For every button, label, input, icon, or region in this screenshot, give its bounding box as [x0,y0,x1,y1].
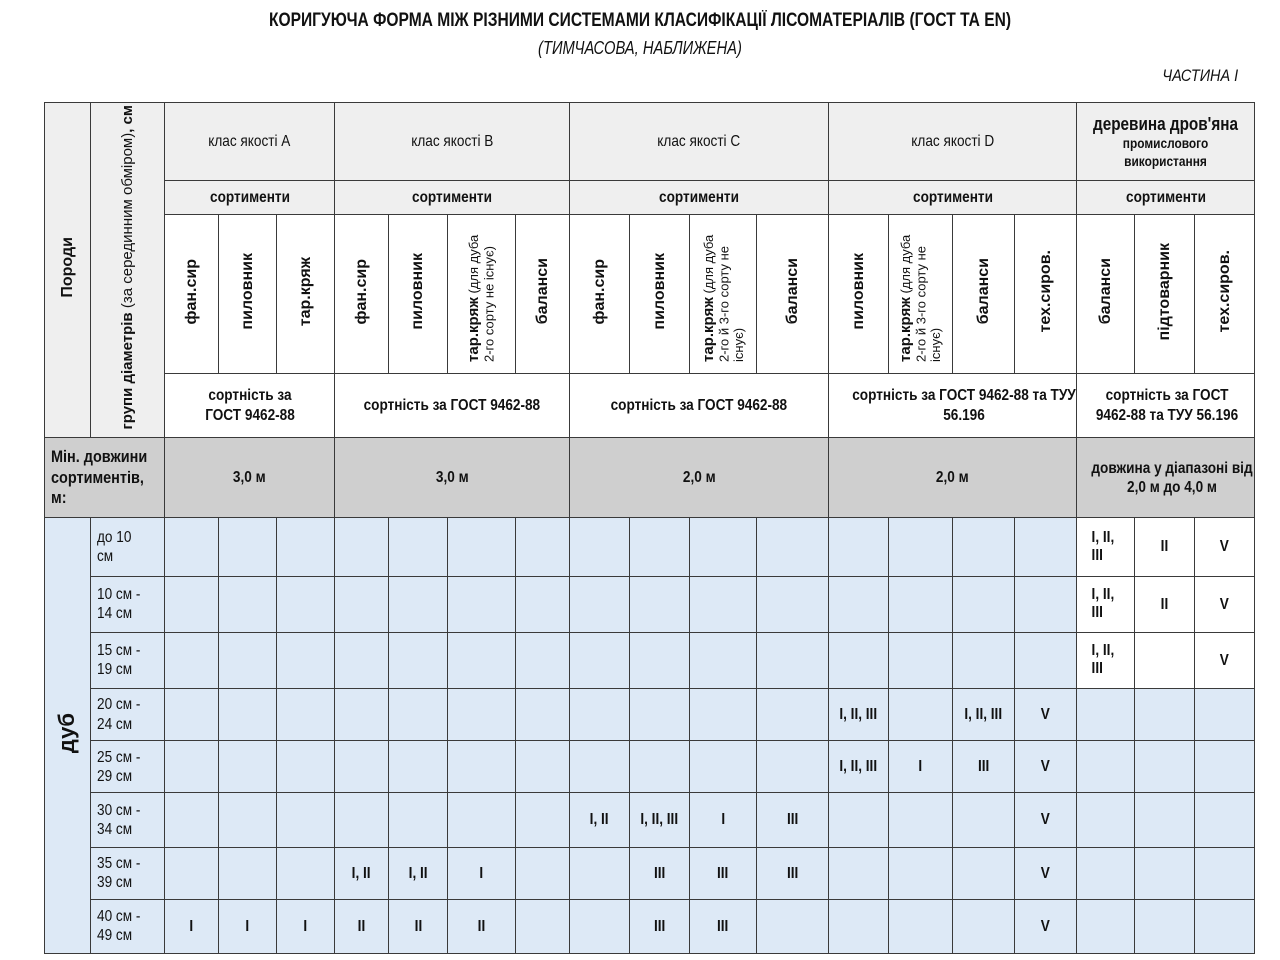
diameter-range: 35 см - 39 см [91,847,165,899]
diameter-range: 40 см - 49 см [91,899,165,953]
table-cell [165,847,219,899]
table-row [45,899,1255,953]
species-header: Породи [45,103,91,438]
diameter-range: 20 см - 24 см [91,689,165,741]
table-cell [448,741,516,793]
table-cell [335,689,389,741]
table-cell [630,518,690,576]
table-cell [516,847,570,899]
table-cell [829,632,889,688]
min-length-label: Мін. довжини сортиментів, м: [45,438,165,518]
diameter-range: 25 см - 29 см [91,741,165,793]
species-cell: дуб [45,518,91,954]
table-cell: I [165,899,219,953]
table-cell [630,741,690,793]
page-subtitle: (ТИМЧАСОВА, НАБЛИЖЕНА) [538,38,742,58]
table-cell [1015,576,1077,632]
table-cell [889,847,953,899]
col-d-tech: тех.сиров. [1015,215,1077,374]
table-cell [889,899,953,953]
table-cell: V [1015,689,1077,741]
col-c-pil: пиловник [630,215,690,374]
assortments-b: сортименти [335,181,570,215]
table-cell: I, II, III [1077,632,1135,688]
table-cell [570,576,630,632]
col-b-tar: тар.кряж (для дуба 2-го сорту не існує) [448,215,516,374]
class-a-header: клас якості A [165,103,335,181]
table-cell [1195,741,1255,793]
table-cell [389,793,448,847]
table-cell [889,793,953,847]
table-cell [1077,793,1135,847]
table-cell: V [1195,576,1255,632]
table-cell [757,741,829,793]
table-cell [953,632,1015,688]
table-cell [1135,847,1195,899]
table-cell [165,632,219,688]
class-d-header: клас якості D [829,103,1077,181]
table-row [45,689,1255,741]
grade-b: сортність за ГОСТ 9462-88 [335,373,570,437]
table-cell [1077,899,1135,953]
table-cell [829,899,889,953]
table-cell: I, II [335,847,389,899]
table-cell: II [335,899,389,953]
col-d-tar: тар.кряж (для дуба 2-го й 3-го сорту не існує) [889,215,953,374]
table-cell [389,741,448,793]
page-title: КОРИГУЮЧА ФОРМА МІЖ РІЗНИМИ СИСТЕМАМИ КЛАСИФІКАЦІЇ ЛІСОМАТЕРІАЛІВ (ГОСТ ТА EN) [268,10,1012,31]
table-cell [757,518,829,576]
part-label: ЧАСТИНА І [1162,66,1238,85]
table-cell: I, II, III [1077,576,1135,632]
table-cell [953,518,1015,576]
table-row [45,576,1255,632]
table-cell: V [1015,741,1077,793]
table-cell [1135,632,1195,688]
table-cell [165,741,219,793]
table-cell [516,741,570,793]
table-cell [219,689,277,741]
table-row [45,632,1255,688]
table-cell [219,847,277,899]
table-cell [165,793,219,847]
table-cell [1195,793,1255,847]
table-cell [448,576,516,632]
table-cell: I [219,899,277,953]
grade-d: сортність за ГОСТ 9462-88 та ТУУ 56.196 [829,373,1077,437]
table-cell [165,576,219,632]
table-cell: III [757,793,829,847]
table-cell [219,793,277,847]
col-d-pil: пиловник [829,215,889,374]
table-cell [219,518,277,576]
table-cell [889,518,953,576]
col-c-bal: баланси [757,215,829,374]
table-cell [1135,793,1195,847]
table-cell [690,518,757,576]
classification-table [44,102,1255,954]
class-b-header: клас якості B [335,103,570,181]
col-b-pil: пиловник [389,215,448,374]
table-cell: III [953,741,1015,793]
col-a-fan: фан.сир [165,215,219,374]
table-row [45,518,1255,576]
table-cell: I [690,793,757,847]
col-e-bal: баланси [1077,215,1135,374]
table-cell [516,689,570,741]
diameter-range: 15 см - 19 см [91,632,165,688]
table-cell: I, II [389,847,448,899]
table-cell [219,576,277,632]
min-length-e: довжина у діапазоні від 2,0 м до 4,0 м [1077,438,1255,518]
table-cell [1077,689,1135,741]
table-cell [335,632,389,688]
diameter-range: до 10 см [91,518,165,576]
min-length-b: 3,0 м [335,438,570,518]
table-cell [448,518,516,576]
table-cell: I, II, III [1077,518,1135,576]
table-cell [1077,741,1135,793]
table-cell: I, II, III [630,793,690,847]
col-d-bal: баланси [953,215,1015,374]
table-row [45,847,1255,899]
table-cell [1015,518,1077,576]
table-cell [690,632,757,688]
table-cell [889,576,953,632]
table-cell: III [690,847,757,899]
table-cell: V [1195,518,1255,576]
table-cell: V [1195,632,1255,688]
table-cell [570,741,630,793]
table-cell [757,689,829,741]
table-cell [335,793,389,847]
table-cell [277,741,335,793]
assortments-a: сортименти [165,181,335,215]
table-cell [690,689,757,741]
col-b-fan: фан.сир [335,215,389,374]
table-cell [570,689,630,741]
col-a-tar: тар.кряж [277,215,335,374]
table-cell: III [690,899,757,953]
table-cell [953,847,1015,899]
table-cell [165,518,219,576]
table-cell [1195,689,1255,741]
table-cell [570,847,630,899]
table-cell: I, II, III [829,741,889,793]
table-cell [1135,899,1195,953]
table-cell [516,576,570,632]
table-cell: I, II [570,793,630,847]
table-cell [277,518,335,576]
table-cell [516,899,570,953]
table-cell [953,576,1015,632]
table-cell: I [277,899,335,953]
table-cell [570,632,630,688]
table-cell [165,689,219,741]
table-cell: V [1015,793,1077,847]
table-cell [335,576,389,632]
table-cell [1077,847,1135,899]
table-cell [335,518,389,576]
table-cell [757,899,829,953]
col-b-bal: баланси [516,215,570,374]
table-cell [219,741,277,793]
table-cell [219,632,277,688]
table-cell [690,576,757,632]
table-row [45,793,1255,847]
table-cell [630,689,690,741]
table-cell [953,899,1015,953]
table-cell [389,632,448,688]
table-cell [1195,899,1255,953]
table-cell [690,741,757,793]
table-cell: I [889,741,953,793]
table-cell [1135,689,1195,741]
diameter-range: 10 см - 14 см [91,576,165,632]
col-e-tech: тех.сиров. [1195,215,1255,374]
table-cell: III [757,847,829,899]
table-cell: V [1015,847,1077,899]
table-cell [389,689,448,741]
table-cell [389,518,448,576]
table-cell [570,899,630,953]
table-cell: II [1135,576,1195,632]
table-cell [630,576,690,632]
min-length-d: 2,0 м [829,438,1077,518]
table-cell [953,793,1015,847]
grade-a: сортність за ГОСТ 9462-88 [165,373,335,437]
table-row [45,741,1255,793]
grade-c: сортність за ГОСТ 9462-88 [570,373,829,437]
table-cell [570,518,630,576]
table-cell: I, II, III [829,689,889,741]
table-cell [829,518,889,576]
class-c-header: клас якості C [570,103,829,181]
table-cell [448,793,516,847]
table-cell [829,847,889,899]
table-cell [277,632,335,688]
min-length-c: 2,0 м [570,438,829,518]
table-cell [516,518,570,576]
table-cell: V [1015,899,1077,953]
table-cell [889,689,953,741]
table-cell [889,632,953,688]
assortments-d: сортименти [829,181,1077,215]
table-cell [757,632,829,688]
table-cell [277,689,335,741]
col-c-fan: фан.сир [570,215,630,374]
table-cell [516,793,570,847]
table-cell [516,632,570,688]
table-cell: II [389,899,448,953]
col-c-tar: тар.кряж (для дуба 2-го й 3-го сорту не існує) [690,215,757,374]
table-cell: II [448,899,516,953]
table-cell: I [448,847,516,899]
table-cell [1135,741,1195,793]
table-cell: III [630,847,690,899]
assortments-c: сортименти [570,181,829,215]
assortments-e: сортименти [1077,181,1255,215]
table-cell [335,741,389,793]
table-cell [829,793,889,847]
firewood-header: деревина дров'яна промислового використання [1077,103,1255,181]
table-cell [277,576,335,632]
table-cell: I, II, III [953,689,1015,741]
table-cell [277,847,335,899]
grade-e: сортність за ГОСТ 9462-88 та ТУУ 56.196 [1077,373,1255,437]
table-cell [1195,847,1255,899]
diameter-range: 30 см - 34 см [91,793,165,847]
table-cell [1015,632,1077,688]
table-cell [630,632,690,688]
table-cell: II [1135,518,1195,576]
min-length-a: 3,0 м [165,438,335,518]
table-cell [757,576,829,632]
table-cell [389,576,448,632]
table-cell [448,689,516,741]
table-cell [829,576,889,632]
col-e-pidt: підтоварник [1135,215,1195,374]
table-cell: III [630,899,690,953]
table-cell [448,632,516,688]
table-cell [277,793,335,847]
diameter-header: групи діаметрів (за серединним обміром), см [91,103,165,438]
col-a-pil: пиловник [219,215,277,374]
